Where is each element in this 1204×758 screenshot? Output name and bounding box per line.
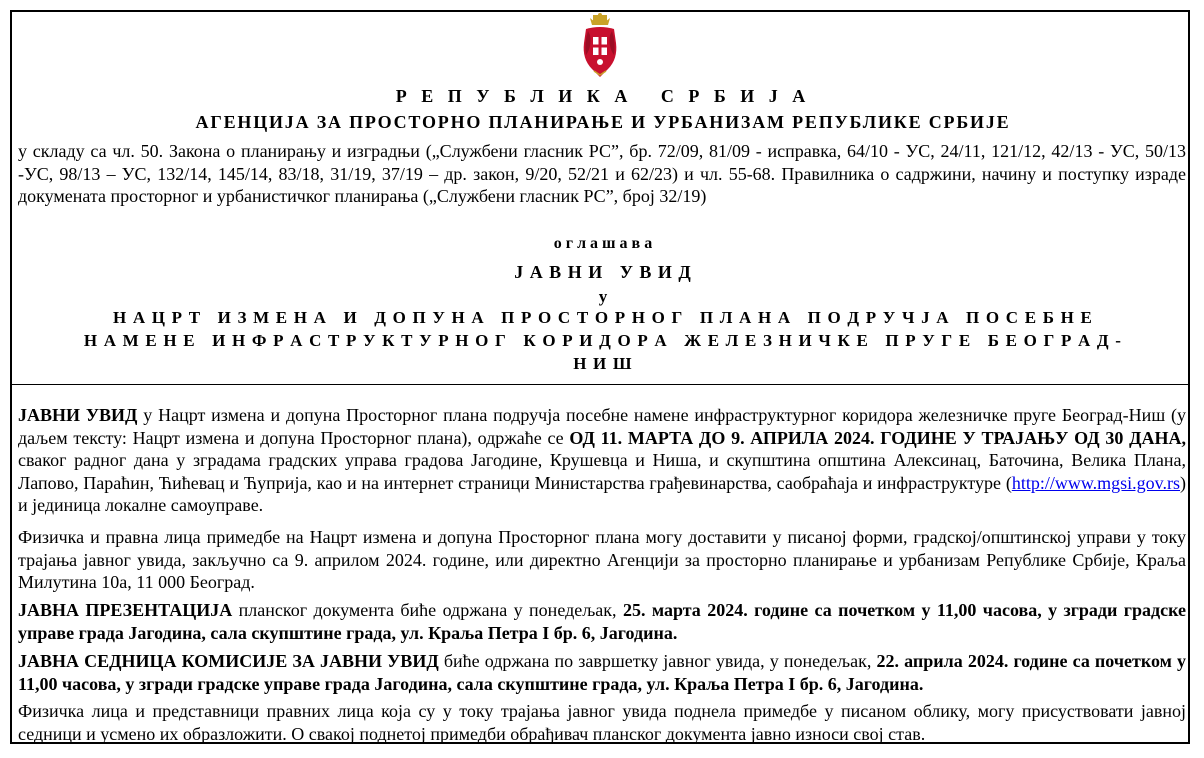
paragraph-commission-session <box>18 650 1186 695</box>
plan-title-line1: Н А Ц Р Т И З М Е Н А И Д О П У Н А П Р О С Т О Р Н О Г П Л А Н А П О Д Р У Ч Ј А П О С Е Б Н Е <box>112 308 1094 327</box>
p4-lead: ЈАВНА СЕДНИЦА КОМИСИЈЕ ЗА ЈАВНИ УВИД <box>18 651 439 671</box>
paragraph-presentation <box>18 599 1186 644</box>
paragraph-public-inspection <box>18 404 1186 517</box>
p3-text: планског документа биће одржана у понедељак, <box>232 600 623 620</box>
plan-title-line3: Н И Ш <box>573 354 633 373</box>
announce-word: о г л а ш а в а <box>553 235 653 252</box>
notice-title: Ј А В Н И У В И Д <box>514 262 692 282</box>
plan-title-line2: Н А М Е Н Е И Н Ф Р А С Т Р У К Т У Р Н О Г К О Р И Д О Р А Ж Е Л Е З Н И Ч К Е П Р У Г Е Б Е О Г Р А Д - <box>83 331 1123 350</box>
paragraph-objections: Физичка и правна лица примедбе на Нацрт измена и допуна Просторног плана могу доставити у писаној форми, градској/општинској управи у току трајања јавног увида, закључно са 9. априлом 2024. године, или директно Агенцији за просторно планирање и урбанизам Републике Србије, Краља Милутина 10а, 11 000 Београд. <box>18 527 1186 592</box>
p1-text3: ) и јединица локалне самоуправе. <box>18 472 1186 515</box>
ministry-link[interactable]: http://www.mgsi.gov.rs <box>1011 472 1180 493</box>
legal-basis-text: у складу са чл. 50. Закона о планирању и изградњи („Службени гласник РС”, бр. 72/09, 81/09 - исправка, 64/10 - УС, 24/11, 121/12, 42/13 - УС, 50/13 -УС, 98/13 – УС, 132/14, 145/14, 83/18, 31/19, 37/19 – др. закон, 9/20, 52/21 и 62/23) и чл. 55-68. Правилника о садржини, начину и поступку израде докумената просторног и урбанистичког планирања („Службени гласник РС”, број 32/19) <box>18 141 1186 206</box>
p4-text: биће одржана по завршетку јавног увида, у понедељак, <box>438 651 877 671</box>
p1-text1: у Нацрт измена и допуна Просторног плана подручја посебне намене инфраструктурног коридора железничке пруге Београд-Ниш (у даљем тексту: Нацрт измена и допуна Просторног плана), одржаће се <box>18 405 1186 448</box>
p1-lead: ЈАВНИ УВИД <box>18 405 138 425</box>
p3-bold: 25. марта 2024. године са почетком у 11,00 часова, у згради градске управе града Јагодина, сала скупштине града, ул. Краља Петра I бр. 6, Јагодина. <box>18 600 1186 643</box>
paragraph-participation: Физичка лица и представници правних лица која су у току трајања јавног увида поднела примедбе у писаном облику, могу присуствовати јавној седници и усмено их образложити. О свакој поднетој примедби обрађивач планског документа јавно износи свој став. <box>18 701 1186 744</box>
agency-heading: АГЕНЦИЈА ЗА ПРОСТОРНО ПЛАНИРАЊЕ И УРБАНИЗАМ РЕПУБЛИКЕ СРБИЈЕ <box>195 112 1011 132</box>
p4-bold: 22. априла 2024. године са почетком у 11,00 часова, у згради градске управе града Јагодина, сала скупштине града, ул. Краља Петра I бр. 6, Јагодина. <box>18 651 1186 694</box>
section-divider <box>12 384 1188 385</box>
preposition: у <box>598 287 608 306</box>
p1-dates: ОД 11. МАРТА ДО 9. АПРИЛА 2024. ГОДИНЕ У ТРАЈАЊУ ОД 30 ДАНА, <box>569 427 1186 448</box>
p1-text2: сваког радног дана у зградама градских управа градова Јагодине, Крушевца и Ниша, и скупштина општина Алексинац, Баточина, Велика Плана, Лапово, Параћин, Ћићевац и Ћуприја, као и на интернет страници Министарства грађевинарства, саобраћаја и инфраструктуре ( <box>18 450 1186 493</box>
p3-lead: ЈАВНА ПРЕЗЕНТАЦИЈА <box>18 600 233 620</box>
serbian-coat-of-arms-icon <box>582 13 618 79</box>
country-heading: Р Е П У Б Л И К А С Р Б И Ј А <box>395 86 811 106</box>
